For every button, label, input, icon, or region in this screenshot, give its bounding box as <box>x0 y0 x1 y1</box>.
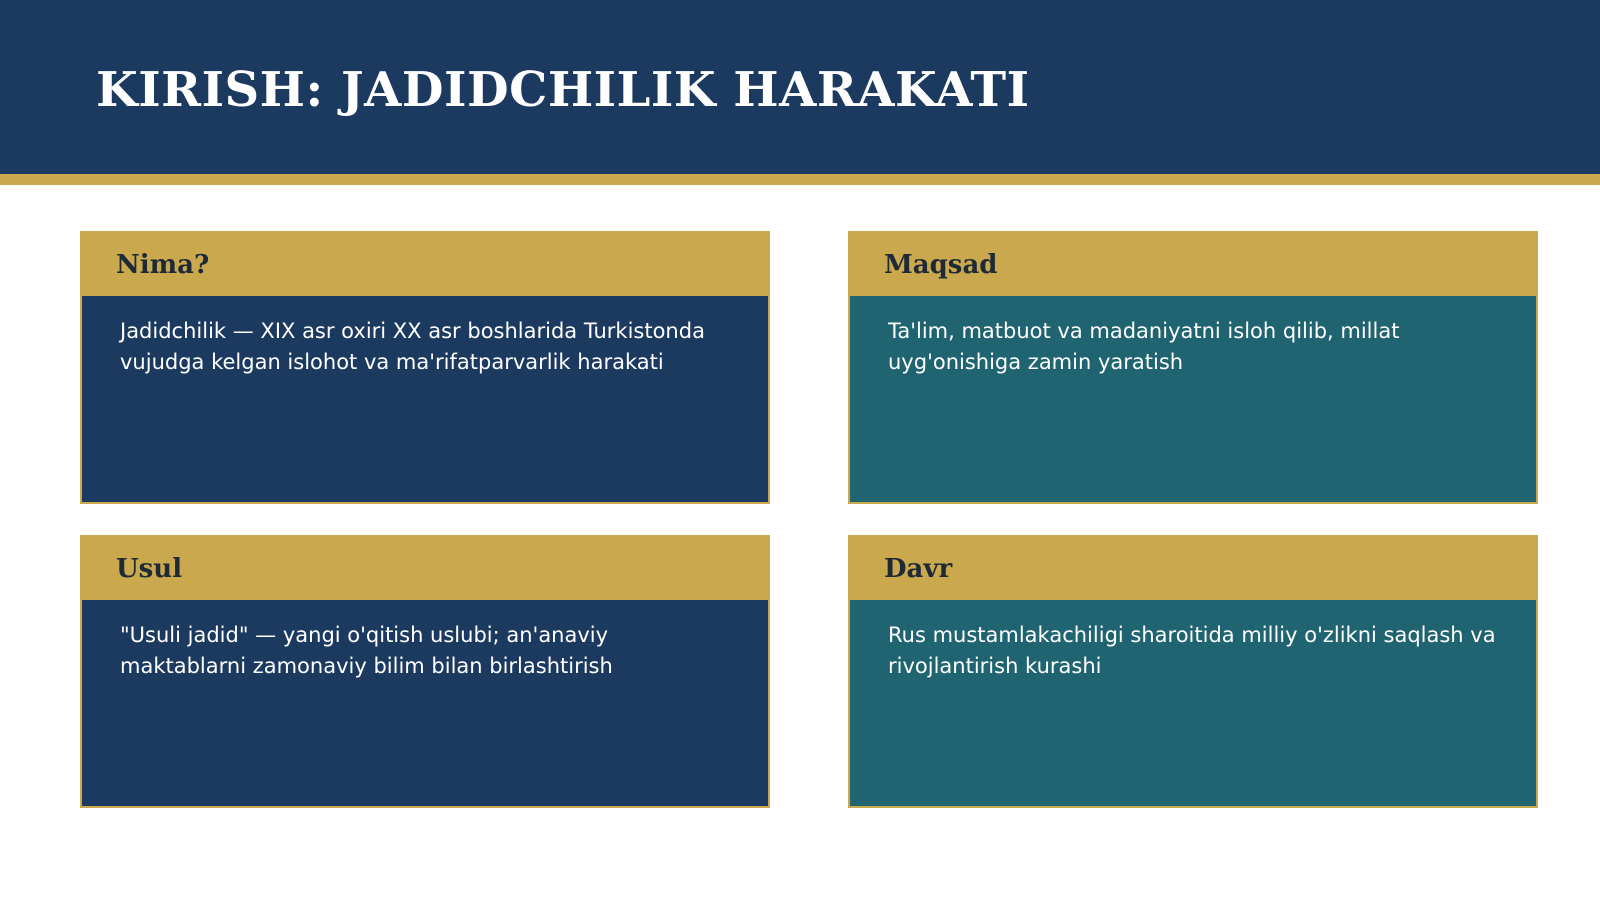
card-body-text: Jadidchilik — XIX asr oxiri XX asr boshlarida Turkistonda vujudga kelgan islohot va ma'rifatparvarlik harakati <box>120 319 705 374</box>
card-heading: Usul <box>116 553 183 584</box>
card-heading: Davr <box>884 553 953 584</box>
slide-title: KIRISH: JADIDCHILIK HARAKATI <box>96 62 1030 118</box>
slide-header <box>0 0 1600 185</box>
card-header <box>82 233 768 296</box>
card-body-text: Ta'lim, matbuot va madaniyatni isloh qilib, millat uyg'onishiga zamin yaratish <box>888 319 1400 374</box>
card-header <box>850 537 1536 600</box>
card-maqsad <box>848 231 1538 504</box>
card-body-text: Rus mustamlakachiligi sharoitida milliy o'zlikni saqlash va rivojlantirish kurashi <box>888 623 1496 678</box>
card-heading: Maqsad <box>884 249 998 280</box>
card-usul <box>80 535 770 808</box>
card-body-text: "Usuli jadid" — yangi o'qitish uslubi; an'anaviy maktablarni zamonaviy bilim bilan birlashtirish <box>120 623 613 678</box>
card-davr <box>848 535 1538 808</box>
card-heading: Nima? <box>116 249 210 280</box>
card-header <box>82 537 768 600</box>
card-nima <box>80 231 770 504</box>
card-header <box>850 233 1536 296</box>
